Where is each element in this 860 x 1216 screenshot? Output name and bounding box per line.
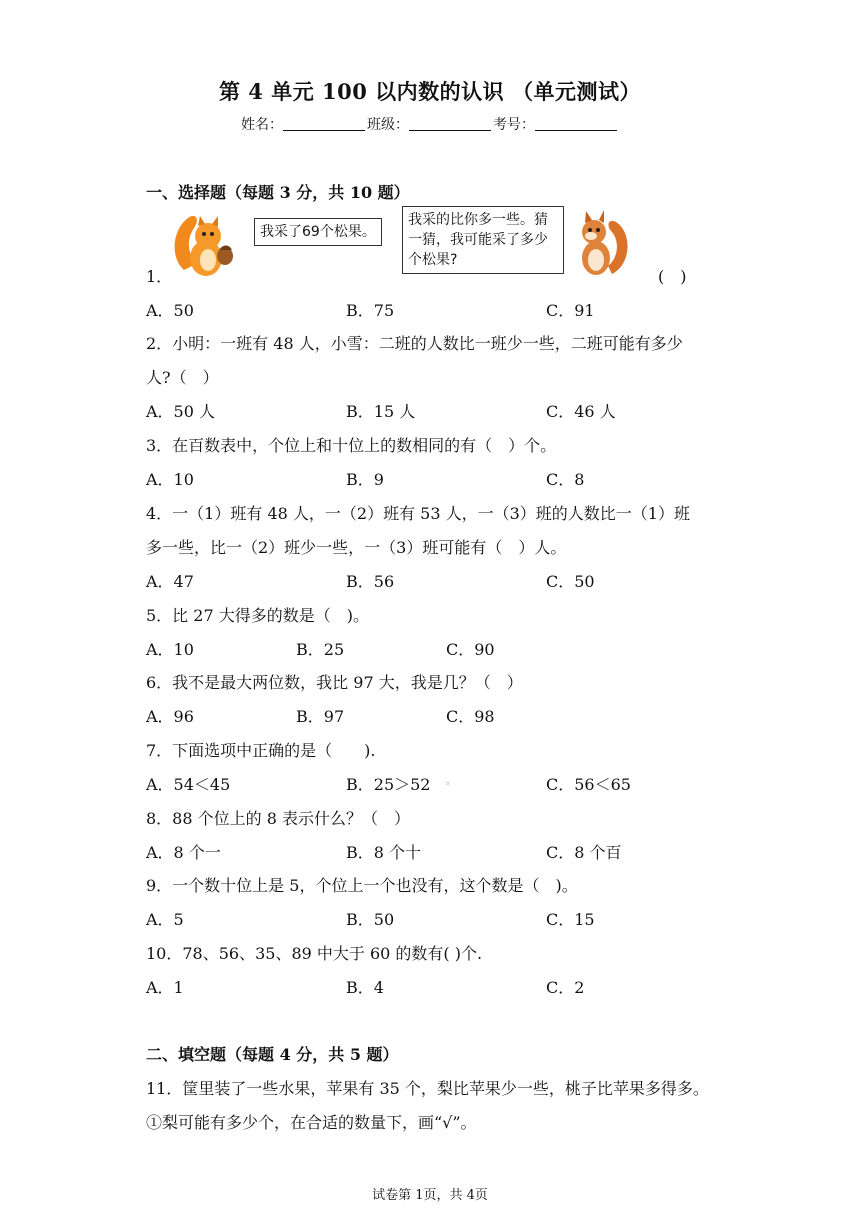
q10-option-b[interactable]: B．4 [346,978,384,997]
q1-option-c[interactable]: C．91 [546,301,595,320]
q5-option-a[interactable]: A．10 [146,640,194,659]
question-2-line2: 人?（ ） [146,368,219,387]
speech-bubble-right: 我采的比你多一些。猜一猜，我可能采了多少个松果? [402,206,564,274]
page-title: 第 4 单元 100 以内数的认识 （单元测试） [218,79,641,104]
q7-option-a[interactable]: A．54＜45 [146,775,231,794]
q4-option-c[interactable]: C．50 [546,572,595,591]
stray-dot: 。 [446,776,456,787]
q2-option-c[interactable]: C．46 人 [546,402,616,421]
question-11-line1: 11．筐里装了一些水果，苹果有 35 个，梨比苹果少一些，桃子比苹果多得多。 [146,1079,709,1098]
q8-option-c[interactable]: C．8 个百 [546,843,622,862]
class-label: 班级： [367,117,409,133]
section-choice-heading: 一、选择题（每题 3 分，共 10 题） [146,183,410,202]
q4-option-b[interactable]: B．56 [346,572,395,591]
q6-option-c[interactable]: C．98 [446,707,495,726]
q7-option-c[interactable]: C．56＜65 [546,775,631,794]
question-9: 9．一个数十位上是 5，个位上一个也没有，这个数是（ )。 [146,876,578,895]
q6-option-a[interactable]: A．96 [146,707,194,726]
question-1-answer-blank[interactable]: ( ) [658,267,687,286]
q7-option-b[interactable]: B．25＞52 [346,775,431,794]
q10-option-a[interactable]: A．1 [146,978,184,997]
q3-option-c[interactable]: C．8 [546,470,585,489]
q10-option-c[interactable]: C．2 [546,978,585,997]
question-8: 8．88 个位上的 8 表示什么？（ ） [146,809,410,828]
q8-option-a[interactable]: A．8 个一 [146,843,221,862]
q4-option-a[interactable]: A．47 [146,572,194,591]
q3-option-a[interactable]: A．10 [146,470,194,489]
question-1-number: 1． [146,267,173,286]
q5-option-c[interactable]: C．90 [446,640,495,659]
question-7: 7．下面选项中正确的是（ ). [146,741,376,760]
q9-option-a[interactable]: A．5 [146,910,184,929]
question-2-line1: 2．小明：一班有 48 人，小雪：二班的人数比一班少一些，二班可能有多少 [146,334,683,353]
q9-option-b[interactable]: B．50 [346,910,395,929]
exam-blank[interactable] [535,116,617,131]
squirrel-right-icon [572,208,632,280]
question-3: 3．在百数表中，个位上和十位上的数相同的有（ ）个。 [146,436,557,455]
q2-option-a[interactable]: A．50 人 [146,402,216,421]
q3-option-b[interactable]: B．9 [346,470,384,489]
q9-option-c[interactable]: C．15 [546,910,595,929]
speech-bubble-left: 我采了69个松果。 [254,218,382,246]
q6-option-b[interactable]: B．97 [296,707,345,726]
question-4-line2: 多一些，比一（2）班少一些，一（3）班可能有（ ）人。 [146,538,567,557]
class-blank[interactable] [409,116,491,131]
q1-option-a[interactable]: A．50 [146,301,194,320]
question-6: 6．我不是最大两位数，我比 97 大，我是几？（ ） [146,673,523,692]
q2-option-b[interactable]: B．15 人 [346,402,416,421]
section-fill-heading: 二、填空题（每题 4 分，共 5 题） [146,1045,399,1064]
question-10: 10．78、56、35、89 中大于 60 的数有( )个. [146,944,483,963]
q5-option-b[interactable]: B．25 [296,640,345,659]
page-footer: 试卷第 1页，共 4页 [372,1188,488,1203]
name-blank[interactable] [283,116,365,131]
squirrel-left-icon [170,210,242,282]
name-label: 姓名： [241,117,283,133]
question-4-line1: 4．一（1）班有 48 人，一（2）班有 53 人，一（3）班的人数比一（1）班 [146,504,690,523]
q1-option-b[interactable]: B．75 [346,301,395,320]
student-info [0,114,860,134]
question-11-line2: ①梨可能有多少个，在合适的数量下，画“√”。 [146,1113,477,1132]
question-5: 5．比 27 大得多的数是（ )。 [146,606,369,625]
q8-option-b[interactable]: B．8 个十 [346,843,422,862]
exam-label: 考号： [493,117,535,133]
